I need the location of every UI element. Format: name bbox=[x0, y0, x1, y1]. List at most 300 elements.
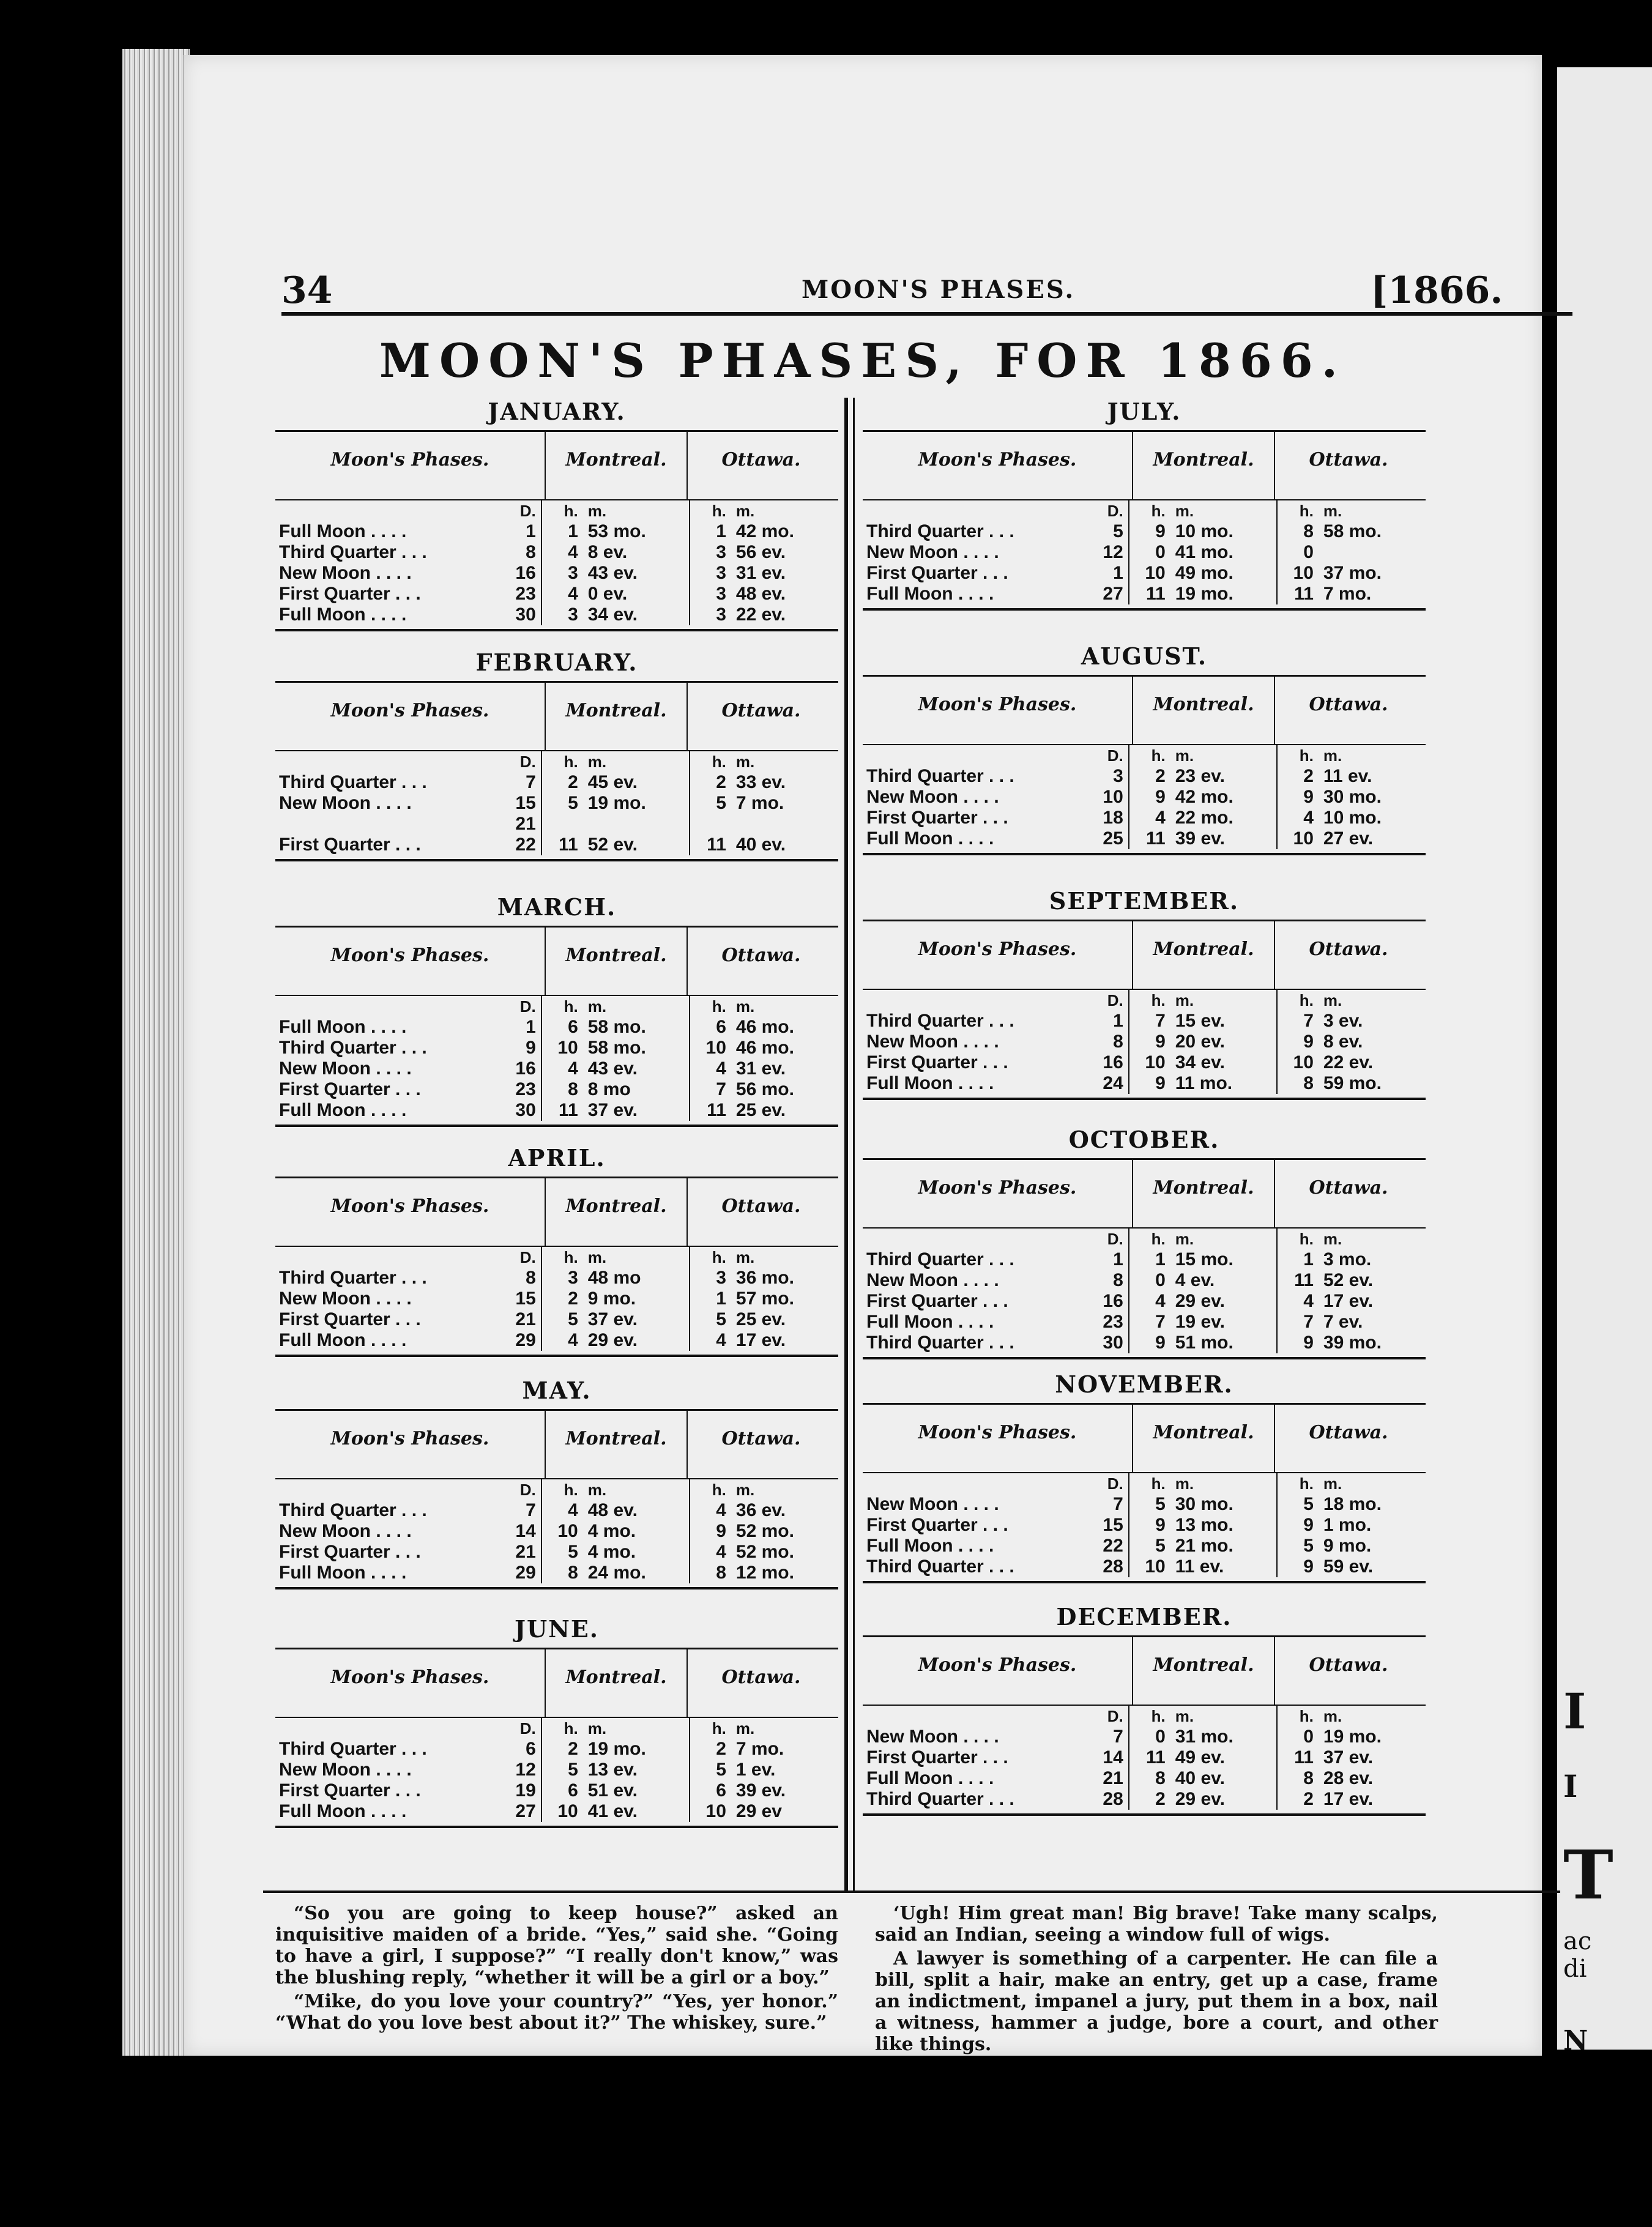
montreal-minute: 29 ev. bbox=[578, 1330, 690, 1351]
phase-name: New Moon . . . . bbox=[866, 1270, 999, 1290]
montreal-minute: 41 mo. bbox=[1166, 542, 1278, 563]
table-header bbox=[863, 1637, 1426, 1706]
ottawa-minute: 3 ev. bbox=[1323, 1011, 1363, 1031]
ottawa-hour: 2 bbox=[1303, 1789, 1314, 1809]
table-row bbox=[275, 1521, 838, 1542]
phase-day: 18 bbox=[1086, 808, 1129, 828]
ottawa-hour: 7 bbox=[716, 1079, 726, 1099]
phase-day: 28 bbox=[1086, 1789, 1129, 1810]
unit-day: D. bbox=[499, 500, 542, 521]
ottawa-hour: 1 bbox=[716, 1288, 726, 1309]
table-row bbox=[863, 563, 1426, 584]
montreal-minute: 53 mo. bbox=[578, 521, 690, 542]
ottawa-minute: 31 ev. bbox=[735, 1058, 786, 1079]
header-ottawa: Ottawa. bbox=[1309, 1654, 1388, 1676]
table-row bbox=[275, 1268, 838, 1288]
ottawa-minute: 10 mo. bbox=[1323, 808, 1382, 828]
phase-day: 22 bbox=[1086, 1536, 1129, 1556]
phase-day: 27 bbox=[499, 1801, 542, 1822]
ottawa-minute: 37 mo. bbox=[1323, 563, 1382, 583]
phase-name: New Moon . . . . bbox=[279, 563, 412, 583]
ottawa-minute: 36 mo. bbox=[735, 1268, 794, 1288]
unit-minute: m. bbox=[578, 1247, 690, 1268]
units-blank bbox=[863, 1473, 1086, 1494]
ottawa-hour: 3 bbox=[716, 563, 726, 583]
unit-minute: m. bbox=[578, 996, 690, 1017]
ottawa-hour: 11 bbox=[1294, 584, 1314, 604]
ottawa-hour: 4 bbox=[716, 1500, 726, 1520]
table-row bbox=[275, 835, 838, 855]
table-row bbox=[275, 1760, 838, 1780]
ottawa-hour: 5 bbox=[1303, 1536, 1314, 1556]
units-blank bbox=[275, 996, 499, 1017]
montreal-hour: 5 bbox=[568, 1542, 578, 1562]
montreal-minute: 30 mo. bbox=[1166, 1494, 1278, 1515]
phase-day: 3 bbox=[1086, 766, 1129, 787]
unit-day: D. bbox=[1086, 500, 1129, 521]
ottawa-minute: 7 mo. bbox=[1323, 584, 1372, 604]
units-row bbox=[275, 751, 838, 772]
ottawa-hour: 10 bbox=[1293, 1052, 1314, 1073]
units-row bbox=[863, 500, 1426, 521]
phase-name: New Moon . . . . bbox=[279, 1288, 412, 1309]
montreal-minute: 29 ev. bbox=[1166, 1789, 1278, 1810]
phase-table bbox=[275, 430, 838, 631]
month-table bbox=[863, 642, 1426, 855]
unit-minute: m. bbox=[1166, 1706, 1278, 1727]
units-row bbox=[863, 1229, 1426, 1249]
phase-name: Full Moon . . . . bbox=[866, 828, 994, 849]
montreal-hour: 0 bbox=[1155, 542, 1166, 562]
phase-name: Full Moon . . . . bbox=[866, 1312, 994, 1332]
montreal-minute: 45 ev. bbox=[578, 772, 690, 793]
table-header bbox=[275, 683, 838, 751]
header-montreal: Montreal. bbox=[546, 928, 688, 995]
unit-hour: h. bbox=[1151, 502, 1166, 520]
unit-hour: h. bbox=[712, 1719, 726, 1738]
montreal-minute: 34 ev. bbox=[1166, 1052, 1278, 1073]
montreal-hour: 8 bbox=[568, 1079, 578, 1099]
montreal-minute: 31 mo. bbox=[1166, 1727, 1278, 1747]
unit-hour: h. bbox=[712, 997, 726, 1016]
montreal-hour: 9 bbox=[1155, 1333, 1166, 1353]
montreal-minute: 58 mo. bbox=[578, 1038, 690, 1058]
phase-name: New Moon . . . . bbox=[866, 1494, 999, 1514]
ottawa-hour: 9 bbox=[716, 1521, 726, 1541]
ottawa-hour: 10 bbox=[1293, 563, 1314, 583]
ottawa-minute: 22 ev. bbox=[1323, 1052, 1374, 1073]
table-row bbox=[863, 542, 1426, 563]
montreal-hour: 3 bbox=[568, 1268, 578, 1288]
table-header bbox=[275, 928, 838, 996]
unit-hour: h. bbox=[564, 502, 578, 520]
phase-day: 1 bbox=[499, 1017, 542, 1038]
montreal-hour: 2 bbox=[568, 1288, 578, 1309]
header-ottawa: Ottawa. bbox=[721, 449, 801, 470]
montreal-minute: 39 ev. bbox=[1166, 828, 1278, 849]
table-bottom-rule bbox=[275, 859, 838, 861]
phase-day: 24 bbox=[1086, 1073, 1129, 1094]
ottawa-minute: 22 ev. bbox=[735, 604, 786, 625]
phase-day: 23 bbox=[499, 584, 542, 604]
table-bottom-rule bbox=[275, 1355, 838, 1357]
phase-table bbox=[275, 1177, 838, 1357]
ottawa-minute bbox=[726, 814, 838, 835]
ottawa-minute: 18 mo. bbox=[1323, 1494, 1382, 1514]
ottawa-hour: 5 bbox=[716, 793, 726, 813]
unit-day: D. bbox=[1086, 745, 1129, 766]
table-row bbox=[863, 1556, 1426, 1577]
month-table bbox=[275, 398, 838, 631]
montreal-hour: 8 bbox=[568, 1563, 578, 1583]
ottawa-hour: 8 bbox=[1303, 1768, 1314, 1788]
fragment-letter: I bbox=[1563, 1682, 1587, 1740]
montreal-minute: 29 ev. bbox=[1166, 1291, 1278, 1312]
phase-day: 23 bbox=[1086, 1312, 1129, 1333]
phase-day: 30 bbox=[499, 604, 542, 625]
phase-name: Full Moon . . . . bbox=[279, 604, 407, 625]
table-row bbox=[863, 1052, 1426, 1073]
running-title: MOON'S PHASES. bbox=[802, 275, 1076, 304]
montreal-minute bbox=[578, 814, 690, 835]
ottawa-hour: 0 bbox=[1303, 1727, 1314, 1747]
montreal-hour: 0 bbox=[1155, 1727, 1166, 1747]
month-table bbox=[275, 1144, 838, 1357]
phase-name: Third Quarter . . . bbox=[866, 766, 1014, 786]
montreal-minute: 4 mo. bbox=[578, 1521, 690, 1542]
montreal-minute: 24 mo. bbox=[578, 1563, 690, 1583]
ottawa-minute: 39 ev. bbox=[735, 1780, 786, 1801]
joke-paragraph: “So you are going to keep house?” asked an inquisitive maiden of a bride. “Yes,” said she. “Going to have a girl, I suppose?” “I really don't know,” was the blushing reply, “whether it will be a girl or a boy.” bbox=[275, 1903, 838, 1988]
month-name: JUNE. bbox=[514, 1615, 600, 1643]
phase-day: 12 bbox=[499, 1760, 542, 1780]
table-header bbox=[863, 1160, 1426, 1229]
ottawa-minute: 25 ev. bbox=[735, 1309, 786, 1329]
units-row bbox=[275, 1247, 838, 1268]
phase-day: 1 bbox=[1086, 1011, 1129, 1032]
montreal-minute: 23 ev. bbox=[1166, 766, 1278, 787]
phase-name: Third Quarter . . . bbox=[866, 1556, 1014, 1577]
phase-name: Third Quarter . . . bbox=[866, 1011, 1014, 1031]
phase-name: First Quarter . . . bbox=[866, 563, 1008, 583]
unit-minute: m. bbox=[1323, 1707, 1342, 1725]
unit-minute: m. bbox=[735, 753, 755, 771]
table-header bbox=[275, 1178, 838, 1247]
unit-hour: h. bbox=[1151, 991, 1166, 1009]
header-ottawa: Ottawa. bbox=[1309, 694, 1388, 715]
units-row bbox=[863, 1706, 1426, 1727]
montreal-hour: 4 bbox=[1155, 1291, 1166, 1311]
column-divider bbox=[853, 398, 855, 1891]
table-header bbox=[275, 432, 838, 500]
montreal-minute: 4 mo. bbox=[578, 1542, 690, 1563]
montreal-minute: 58 mo. bbox=[578, 1017, 690, 1038]
phase-table bbox=[863, 430, 1426, 611]
montreal-hour: 6 bbox=[568, 1017, 578, 1037]
unit-hour: h. bbox=[564, 1719, 578, 1738]
montreal-hour: 5 bbox=[568, 1309, 578, 1329]
table-row bbox=[863, 1032, 1426, 1052]
header-montreal: Montreal. bbox=[546, 1411, 688, 1478]
ottawa-hour: 8 bbox=[1303, 521, 1314, 541]
ottawa-minute: 31 ev. bbox=[735, 563, 786, 583]
header-montreal: Montreal. bbox=[546, 1649, 688, 1717]
table-row bbox=[863, 1768, 1426, 1789]
phase-day: 1 bbox=[1086, 1249, 1129, 1270]
adjacent-page-fragment bbox=[1557, 67, 1652, 2056]
unit-minute: m. bbox=[578, 1718, 690, 1739]
montreal-minute: 8 mo bbox=[578, 1079, 690, 1100]
phase-table bbox=[863, 920, 1426, 1100]
phase-name: First Quarter . . . bbox=[279, 1079, 421, 1099]
header-montreal: Montreal. bbox=[1133, 1160, 1275, 1227]
montreal-hour: 3 bbox=[568, 563, 578, 583]
unit-minute: m. bbox=[1323, 991, 1342, 1009]
phase-name: Full Moon . . . . bbox=[279, 1017, 407, 1037]
ottawa-minute: 40 ev. bbox=[735, 835, 786, 855]
phase-day: 1 bbox=[1086, 563, 1129, 584]
unit-minute: m. bbox=[578, 500, 690, 521]
ottawa-minute: 59 ev. bbox=[1323, 1556, 1374, 1577]
phase-table bbox=[275, 681, 838, 861]
units-row bbox=[863, 745, 1426, 766]
units-blank bbox=[863, 500, 1086, 521]
phase-name: First Quarter . . . bbox=[866, 1052, 1008, 1073]
unit-minute: m. bbox=[1166, 500, 1278, 521]
table-row bbox=[863, 1515, 1426, 1536]
header-montreal: Montreal. bbox=[1133, 677, 1275, 744]
montreal-hour: 4 bbox=[568, 1058, 578, 1079]
ottawa-minute: 39 mo. bbox=[1323, 1333, 1382, 1353]
montreal-minute: 4 ev. bbox=[1166, 1270, 1278, 1291]
unit-day: D. bbox=[499, 1479, 542, 1500]
unit-hour: h. bbox=[1151, 1707, 1166, 1725]
ottawa-minute: 29 ev bbox=[735, 1801, 782, 1821]
table-row bbox=[275, 1500, 838, 1521]
header-year: [1866. bbox=[1371, 269, 1503, 312]
table-row bbox=[275, 772, 838, 793]
phase-name: New Moon . . . . bbox=[279, 1521, 412, 1541]
montreal-hour: 5 bbox=[1155, 1536, 1166, 1556]
montreal-hour: 10 bbox=[1145, 1052, 1166, 1073]
phase-name: Third Quarter . . . bbox=[279, 772, 427, 792]
header-ottawa: Ottawa. bbox=[721, 1195, 801, 1217]
ottawa-hour: 5 bbox=[1303, 1494, 1314, 1514]
page-number: 34 bbox=[281, 269, 333, 312]
phase-name: Full Moon . . . . bbox=[279, 1563, 407, 1583]
montreal-hour: 1 bbox=[1155, 1249, 1166, 1270]
table-row bbox=[275, 584, 838, 604]
table-row bbox=[275, 1801, 838, 1822]
phase-day: 29 bbox=[499, 1330, 542, 1351]
month-table bbox=[863, 887, 1426, 1100]
units-blank bbox=[863, 990, 1086, 1011]
table-bottom-rule bbox=[863, 1098, 1426, 1100]
table-row bbox=[863, 1291, 1426, 1312]
unit-minute: m. bbox=[1323, 1230, 1342, 1248]
phase-name: First Quarter . . . bbox=[279, 1780, 421, 1801]
header-rule bbox=[281, 312, 1572, 316]
ottawa-hour: 1 bbox=[1303, 1249, 1314, 1270]
phase-day: 5 bbox=[1086, 521, 1129, 542]
unit-hour: h. bbox=[1151, 1474, 1166, 1493]
table-row bbox=[863, 1747, 1426, 1768]
phase-name: New Moon . . . . bbox=[279, 1760, 412, 1780]
montreal-hour: 9 bbox=[1155, 1073, 1166, 1093]
table-row bbox=[275, 1739, 838, 1760]
ottawa-minute: 1 ev. bbox=[735, 1760, 776, 1780]
units-blank bbox=[863, 1706, 1086, 1727]
ottawa-hour: 9 bbox=[1303, 1032, 1314, 1052]
ottawa-hour: 9 bbox=[1303, 1333, 1314, 1353]
month-name: DECEMBER. bbox=[1056, 1603, 1232, 1630]
montreal-hour: 5 bbox=[568, 1760, 578, 1780]
fragment-letter: ac bbox=[1563, 1927, 1592, 1955]
units-row bbox=[275, 500, 838, 521]
montreal-hour: 4 bbox=[568, 1330, 578, 1350]
ottawa-hour: 11 bbox=[707, 835, 726, 855]
phase-day: 12 bbox=[1086, 542, 1129, 563]
phase-day: 21 bbox=[1086, 1768, 1129, 1789]
unit-minute: m. bbox=[735, 1719, 755, 1738]
phase-table bbox=[863, 1403, 1426, 1583]
ottawa-hour: 7 bbox=[1303, 1011, 1314, 1031]
phase-name: First Quarter . . . bbox=[279, 584, 421, 604]
unit-day: D. bbox=[1086, 990, 1129, 1011]
montreal-minute: 21 mo. bbox=[1166, 1536, 1278, 1556]
phase-day: 30 bbox=[499, 1100, 542, 1121]
ottawa-hour: 8 bbox=[1303, 1073, 1314, 1093]
table-row bbox=[863, 1536, 1426, 1556]
phase-day: 8 bbox=[1086, 1032, 1129, 1052]
month-table bbox=[863, 1370, 1426, 1583]
phase-day: 21 bbox=[499, 814, 542, 835]
unit-day: D. bbox=[499, 751, 542, 772]
unit-hour: h. bbox=[564, 997, 578, 1016]
phase-name: First Quarter . . . bbox=[866, 1747, 1008, 1768]
phase-name: Third Quarter . . . bbox=[279, 1500, 427, 1520]
table-row bbox=[275, 1038, 838, 1058]
jokes-left bbox=[275, 1903, 838, 2036]
montreal-minute: 13 mo. bbox=[1166, 1515, 1278, 1536]
phase-day: 8 bbox=[499, 1268, 542, 1288]
montreal-hour: 2 bbox=[568, 1739, 578, 1759]
phase-day: 29 bbox=[499, 1563, 542, 1583]
ottawa-minute: 11 ev. bbox=[1323, 766, 1372, 786]
phase-name: Third Quarter . . . bbox=[866, 1789, 1014, 1809]
unit-day: D. bbox=[499, 1718, 542, 1739]
unit-minute: m. bbox=[735, 502, 755, 520]
ottawa-hour: 5 bbox=[716, 1309, 726, 1329]
table-row bbox=[863, 808, 1426, 828]
fragment-letter: I bbox=[1563, 1768, 1578, 1804]
ottawa-minute: 25 ev. bbox=[735, 1100, 786, 1120]
montreal-minute: 41 ev. bbox=[578, 1801, 690, 1822]
ottawa-minute: 56 mo. bbox=[735, 1079, 794, 1099]
table-row bbox=[863, 1494, 1426, 1515]
montreal-hour: 9 bbox=[1155, 1032, 1166, 1052]
phase-day: 14 bbox=[1086, 1747, 1129, 1768]
montreal-hour: 11 bbox=[1146, 584, 1166, 604]
phase-name: First Quarter . . . bbox=[866, 1291, 1008, 1311]
ottawa-hour: 5 bbox=[716, 1760, 726, 1780]
phase-day: 1 bbox=[499, 521, 542, 542]
montreal-hour: 11 bbox=[1146, 828, 1166, 849]
joke-paragraph: ‘Ugh! Him great man! Big brave! Take many scalps, said an Indian, seeing a window full of wigs. bbox=[875, 1903, 1438, 1946]
phase-table bbox=[275, 926, 838, 1127]
phase-day: 16 bbox=[1086, 1291, 1129, 1312]
header-montreal: Montreal. bbox=[1133, 1637, 1275, 1705]
ottawa-minute: 12 mo. bbox=[735, 1563, 794, 1583]
header-phases: Moon's Phases. bbox=[275, 432, 546, 499]
header-phases: Moon's Phases. bbox=[275, 928, 546, 995]
table-row bbox=[863, 1789, 1426, 1810]
month-table bbox=[863, 1126, 1426, 1359]
ottawa-hour: 3 bbox=[716, 1268, 726, 1288]
ottawa-minute: 58 mo. bbox=[1323, 521, 1382, 541]
units-blank bbox=[863, 1229, 1086, 1249]
fragment-letter: T bbox=[1563, 1835, 1613, 1914]
ottawa-minute: 46 mo. bbox=[735, 1017, 794, 1037]
header-ottawa: Ottawa. bbox=[721, 700, 801, 721]
phase-name: Full Moon . . . . bbox=[866, 1073, 994, 1093]
month-table bbox=[275, 649, 838, 861]
running-header bbox=[281, 208, 1566, 312]
ottawa-minute: 57 mo. bbox=[735, 1288, 794, 1309]
units-blank bbox=[275, 751, 499, 772]
table-row bbox=[275, 1017, 838, 1038]
table-row bbox=[863, 1073, 1426, 1094]
phase-name: Third Quarter . . . bbox=[279, 1739, 427, 1759]
ottawa-minute: 19 mo. bbox=[1323, 1727, 1382, 1747]
phase-name: Full Moon . . . . bbox=[279, 1100, 407, 1120]
table-row bbox=[863, 766, 1426, 787]
unit-hour: h. bbox=[564, 753, 578, 771]
table-bottom-rule bbox=[863, 1813, 1426, 1816]
fragment-letter: N bbox=[1563, 2025, 1588, 2056]
ottawa-minute: 46 mo. bbox=[735, 1038, 794, 1058]
ottawa-hour: 4 bbox=[1303, 1291, 1314, 1311]
ottawa-minute: 17 ev. bbox=[735, 1330, 786, 1350]
table-row bbox=[275, 814, 838, 835]
header-phases: Moon's Phases. bbox=[863, 677, 1133, 744]
ottawa-hour: 9 bbox=[1303, 1515, 1314, 1535]
ottawa-minute: 7 mo. bbox=[735, 793, 784, 813]
unit-hour: h. bbox=[712, 1248, 726, 1266]
montreal-minute: 48 ev. bbox=[578, 1500, 690, 1521]
montreal-hour: 3 bbox=[568, 604, 578, 625]
phase-table bbox=[275, 1409, 838, 1589]
header-phases: Moon's Phases. bbox=[275, 1411, 546, 1478]
phase-name: New Moon . . . . bbox=[279, 793, 412, 813]
montreal-minute: 13 ev. bbox=[578, 1760, 690, 1780]
montreal-hour: 10 bbox=[557, 1521, 578, 1541]
ottawa-minute: 30 mo. bbox=[1323, 787, 1382, 807]
month-name: MAY. bbox=[522, 1377, 592, 1404]
ottawa-minute: 28 ev. bbox=[1323, 1768, 1374, 1788]
table-row bbox=[275, 542, 838, 563]
table-row bbox=[863, 584, 1426, 604]
header-montreal: Montreal. bbox=[546, 1178, 688, 1246]
units-blank bbox=[275, 1247, 499, 1268]
montreal-hour: 4 bbox=[568, 542, 578, 562]
phase-name: First Quarter . . . bbox=[279, 1542, 421, 1562]
table-row bbox=[863, 1727, 1426, 1747]
phase-table bbox=[863, 1158, 1426, 1359]
units-row bbox=[863, 990, 1426, 1011]
montreal-hour: 7 bbox=[1155, 1312, 1166, 1332]
phase-name: Third Quarter . . . bbox=[279, 1268, 427, 1288]
